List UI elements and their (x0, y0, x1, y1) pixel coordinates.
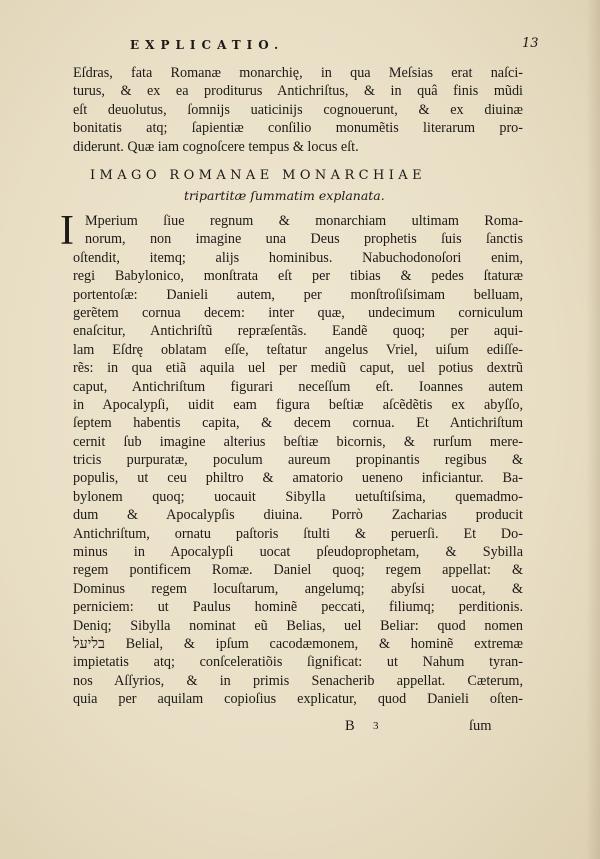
text-line: tricis purpuratæ, poculum aureum propinantis regibus & (73, 452, 523, 469)
text-line: portentoſæ: Danieli autem, per monſtroſiſsimam belluam, (73, 286, 523, 303)
signature-number: 3 (373, 720, 379, 732)
section-subheading: tripartitæ ſummatim explanata. (184, 188, 385, 203)
text-line: Dominus regem locuſtarum, angelumq; abyſsi uocat, & (73, 580, 523, 597)
text-line: dum & Apocalypſis diuina. Porrò Zacharias producit (73, 507, 523, 524)
text-line: diderunt. Quæ iam cognoſcere tempus & locus eſt. (73, 138, 359, 155)
text-line: impietatis atq; conſceleratiõis ſignificat: ut Nahum tyran- (73, 654, 523, 671)
top-paragraph (73, 64, 523, 156)
folio-number: 13 (522, 36, 539, 51)
text-line: regi Babylonico, monſtrata eſt per tibias & pedes ſtaturæ (73, 268, 523, 285)
text-line: norum, non imagine una Deus prophetis ſuis ſanctis (85, 231, 523, 248)
initial-letter: I (60, 213, 74, 249)
text-line: minus in Apocalypſi uocat pſeudoprophetam, & Sybilla (73, 544, 523, 561)
text-line: oſtendit, itemq; alijs hominibus. Nabuchodonoſori enim, (73, 249, 523, 266)
text-line: bylonem quoq; uocauit Sibylla uetuſtiſsima, quemadmo- (73, 488, 523, 505)
text-line: turus, & ex ea proditurus Antichriſtus, & in quâ finis mũdi (73, 83, 523, 100)
text-line: quia per aquilam copioſius explicatur, quod Danieli oſten- (73, 691, 523, 708)
signature-mark: B (345, 718, 355, 734)
text-line: Eſdras, fata Romanæ monarchię, in qua Meſsias erat naſci- (73, 65, 523, 81)
text-line: caput, Antichriſtum figurari neceſſum eſt. Ioannes autem (73, 378, 523, 395)
text-line: perniciem: ut Paulus hominẽ peccati, filiumq; perditionis. (73, 599, 523, 616)
main-paragraph (73, 212, 523, 709)
text-line: nos Aſſyrios, & in primis Senacherib appellat. Cæterum, (73, 672, 523, 689)
text-line: eſt deuolutus, ſomnijs uaticinijs cognouerunt, & ex diuinæ (73, 101, 523, 118)
text-line: בליעל Belial, & ipſum cacodæmonem, & hominẽ extremæ (73, 635, 523, 652)
text-line: ſeptem habentis capita, & decem cornua. Et Antichriſtum (73, 415, 523, 432)
text-line: in Apocalypſi, uidit eam figura beſtiæ aſcẽdẽtis ex abyſſo, (73, 396, 523, 413)
text-line: regem pontificem Romæ. Daniel quoq; regem appellat: & (73, 562, 523, 579)
text-line: gerẽtem cornua decem: inter quæ, undecimum corniculum (73, 304, 523, 321)
text-line: rẽs: in qua etiã aquila uel per mediũ caput, uel potius dextrũ (73, 360, 523, 377)
text-line: enaſcitur, Antichriſtũ repræſentãs. Eandẽ quoq; per aqui- (73, 323, 523, 340)
section-heading: IMAGO ROMANAE MONARCHIAE (90, 168, 426, 183)
running-title: EXPLICATIO. (130, 38, 285, 52)
page-edge-shadow (586, 0, 600, 859)
text-line: lam Eſdrę oblatam eſſe, teſtatur angelus Vriel, uiſum ediſſe- (73, 341, 523, 358)
catchword: ſum (469, 718, 492, 734)
text-line: populis, ut ceu philtro & amatorio ueneno inficiantur. Ba- (73, 470, 523, 487)
text-line: Antichriſtum, ornatu paſtoris ſtulti & peruerſi. Et Do- (73, 525, 523, 542)
text-line: cernit ſub imagine alterius beſtiæ bicornis, & rurſum mere- (73, 433, 523, 450)
text-line: Mperium ſiue regnum & monarchiam ultimam Roma- (85, 213, 523, 229)
text-line: Deniq; Sibylla nominat eũ Belias, uel Beliar: quod nomen (73, 617, 523, 634)
text-line: bonitatis atq; ſapientiæ conſilio monumẽtis literarum pro- (73, 120, 523, 137)
